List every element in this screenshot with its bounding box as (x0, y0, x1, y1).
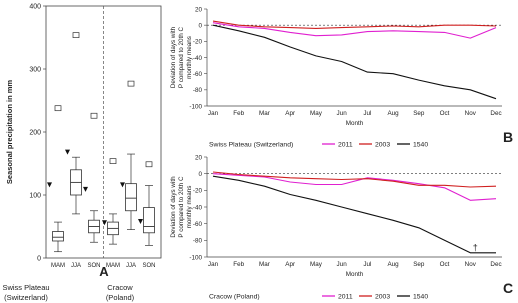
x-tick-label: Jun (336, 261, 347, 268)
box-mam (47, 106, 64, 252)
x-tick-label: Apr (285, 261, 296, 268)
annotation-dagger: † (472, 242, 478, 253)
legend-label-2011: 2011 (338, 293, 353, 301)
group-label-sub: (Poland) (105, 293, 135, 302)
x-tick-label: Dec (490, 110, 502, 117)
x-tick-label: Mar (259, 261, 270, 268)
panel-label-a: A (99, 264, 109, 279)
legend-label-2003: 2003 (375, 141, 391, 149)
outlier-marker (128, 81, 134, 86)
y-axis-label-c: monthly means (186, 185, 193, 229)
x-axis-label-b: Month (345, 120, 364, 127)
y-axis-label-c: Deviation of days with (170, 176, 177, 238)
y-axis-label: Seasonal precipitation in mm (5, 79, 14, 185)
x-tick-label: Jul (363, 261, 372, 268)
y-tick-label: 0 (198, 170, 202, 178)
group-label: Swiss Plateau (2, 283, 50, 292)
x-tick-label: Sep (413, 261, 425, 268)
x-tick-label: Nov (464, 110, 476, 117)
x-axis-label-c: Month (345, 271, 364, 278)
box-mam (102, 159, 119, 245)
x-tick-label: Feb (233, 261, 245, 268)
x-tick-label: Apr (285, 110, 296, 117)
x-tick-label: SON (87, 263, 101, 269)
x-tick-label: Nov (464, 261, 476, 268)
y-tick-label: 200 (29, 129, 41, 137)
box-son (138, 162, 155, 246)
y-tick-label: -80 (192, 87, 202, 95)
y-axis-label-c: P compared to 20th C (178, 176, 185, 238)
triangle-marker (102, 220, 107, 225)
x-tick-label: JJA (125, 263, 137, 269)
y-tick-label: 0 (37, 255, 41, 263)
x-tick-label: Mar (259, 110, 270, 117)
series-line-1540-c (213, 176, 496, 253)
y-tick-label: -100 (189, 254, 202, 262)
triangle-marker (138, 219, 143, 224)
outlier-marker (55, 106, 61, 111)
x-tick-label: SON (142, 263, 156, 269)
box-jja (65, 33, 82, 214)
series-line-2003-c (213, 172, 496, 187)
y-tick-label: 300 (29, 66, 41, 74)
series-line-1540-b (213, 25, 496, 99)
y-axis-label-b: monthly means (186, 36, 193, 79)
x-tick-label: Jan (207, 110, 219, 117)
y-axis-label-b: P compared to 20th C (178, 26, 185, 89)
x-tick-label: Jun (336, 110, 347, 117)
y-tick-label: -20 (192, 38, 202, 46)
box-iqr (126, 184, 137, 211)
x-tick-label: Aug (387, 261, 399, 268)
x-tick-label: Feb (233, 110, 245, 117)
y-tick-label: 20 (194, 6, 202, 14)
x-tick-label: MAM (106, 263, 120, 269)
y-tick-label: 0 (198, 22, 202, 30)
triangle-marker (83, 187, 88, 192)
x-tick-label: JJA (70, 263, 82, 269)
triangle-marker (65, 150, 70, 155)
y-tick-label: -20 (192, 187, 202, 195)
x-tick-label: Jul (363, 110, 372, 117)
y-tick-label: -60 (192, 70, 202, 78)
x-tick-label: May (309, 110, 322, 117)
x-tick-label: Jan (207, 261, 219, 268)
x-tick-label: Aug (387, 110, 399, 117)
box-iqr (53, 232, 64, 241)
group-label: Cracow (107, 283, 133, 292)
outlier-marker (146, 162, 152, 167)
box-jja (120, 81, 137, 230)
y-tick-label: -100 (189, 103, 202, 111)
triangle-marker (120, 182, 125, 187)
box-iqr (144, 208, 155, 233)
group-label-sub: (Switzerland) (4, 293, 48, 302)
y-tick-label: 400 (29, 3, 41, 11)
y-tick-label: 100 (29, 192, 41, 200)
y-tick-label: -80 (192, 237, 202, 245)
x-tick-label: Oct (439, 110, 450, 117)
y-axis-label-b: Deviation of days with (170, 26, 177, 89)
y-tick-label: -40 (192, 204, 202, 212)
y-tick-label: -60 (192, 220, 202, 228)
legend-label-1540: 1540 (413, 293, 429, 301)
legend-label-1540: 1540 (413, 141, 429, 149)
x-tick-label: May (309, 261, 322, 268)
panel-label-b: B (502, 129, 514, 145)
y-tick-label: 20 (194, 154, 202, 162)
x-tick-label: Oct (439, 261, 450, 268)
outlier-marker (91, 113, 97, 118)
outlier-marker (73, 33, 79, 38)
outlier-marker (110, 159, 116, 164)
panel-label-c: C (502, 280, 514, 296)
legend-label-2011: 2011 (338, 141, 353, 149)
panel-subtitle-b: Swiss Plateau (Switzerland) (209, 141, 294, 149)
series-line-2011-c (213, 174, 496, 201)
legend-label-2003: 2003 (375, 293, 391, 301)
box-son (83, 113, 100, 242)
y-tick-label: -40 (192, 54, 202, 62)
x-tick-label: MAM (51, 263, 65, 269)
triangle-marker (47, 182, 52, 187)
x-tick-label: Sep (413, 110, 425, 117)
x-tick-label: Dec (490, 261, 502, 268)
panel-subtitle-c: Cracow (Poland) (209, 293, 260, 301)
